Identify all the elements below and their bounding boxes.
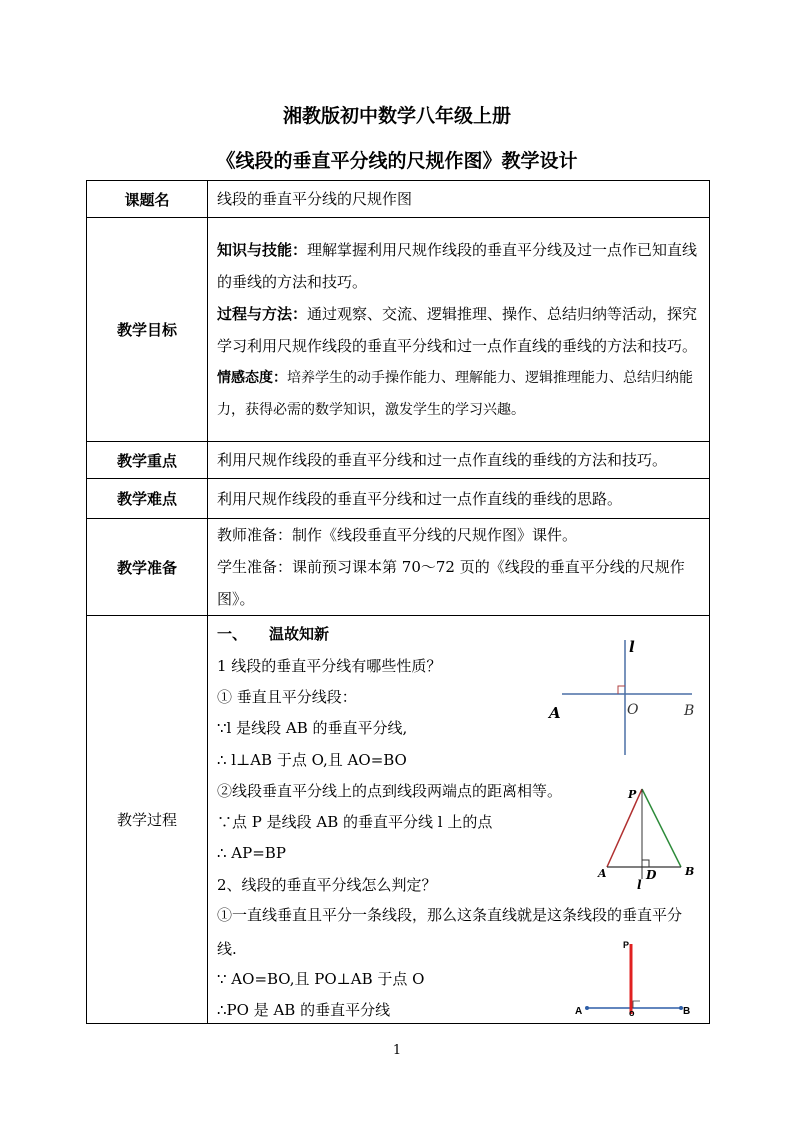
fig2-label-p: P bbox=[628, 788, 637, 801]
label-preparation: 教学准备 bbox=[87, 519, 208, 616]
fig2-label-l: l bbox=[637, 878, 642, 892]
value-goals bbox=[208, 218, 710, 442]
goal-process-label: 过程与方法： bbox=[217, 304, 308, 323]
value-difficulty: 利用尺规作线段的垂直平分线和过一点作直线的垂线的思路。 bbox=[208, 479, 710, 519]
value-preparation bbox=[208, 519, 710, 616]
fig2-label-a: A bbox=[598, 867, 607, 880]
goal-emotion bbox=[217, 362, 701, 426]
lesson-plan-table bbox=[86, 180, 710, 1024]
process-p1: ① 垂直且平分线段： bbox=[217, 688, 357, 706]
fig2-label-d: D bbox=[646, 868, 657, 882]
doc-title-line1: 湘教版初中数学八年级上册 bbox=[282, 105, 511, 127]
process-section-num: 一、 bbox=[217, 625, 248, 643]
fig3-point-a bbox=[585, 1006, 589, 1010]
fig3-label-a: A bbox=[575, 1006, 583, 1017]
fig2-side-ap bbox=[607, 789, 642, 867]
process-j1-therefore: ∴PO 是 AB 的垂直平分线 bbox=[217, 1001, 391, 1019]
figure-triangle-apb bbox=[595, 783, 705, 893]
page-number: 1 bbox=[392, 1043, 402, 1058]
goal-knowledge-text: 理解掌握利用尺规作线段的垂直平分线及过一点作已知直线的垂线的方法和技巧。 bbox=[217, 240, 698, 291]
row-goals bbox=[87, 218, 710, 442]
label-difficulty: 教学难点 bbox=[87, 479, 208, 519]
fig3-right-angle-mark bbox=[633, 1001, 640, 1008]
value-key-point: 利用尺规作线段的垂直平分线和过一点作直线的垂线的方法和技巧。 bbox=[208, 442, 710, 479]
prep-student: 学生准备：课前预习课本第 70～72 页的《线段的垂直平分线的尺规作图》。 bbox=[217, 558, 685, 608]
goal-emotion-text: 培养学生的动手操作能力、理解能力、逻辑推理能力、总结归纳能力，获得必需的数学知识，激发学生的学习兴趣。 bbox=[217, 369, 693, 418]
row-preparation bbox=[87, 519, 710, 616]
fig1-label-a: A bbox=[549, 704, 561, 722]
label-topic: 课题名 bbox=[87, 181, 208, 218]
value-topic: 线段的垂直平分线的尺规作图 bbox=[208, 181, 710, 218]
process-j1-because: ∵ AO=BO,且 PO⊥AB 于点 O bbox=[217, 970, 425, 988]
process-j1: ①一直线垂直且平分一条线段，那么这条直线就是这条线段的垂直平分线. bbox=[217, 906, 683, 958]
prep-teacher: 教师准备：制作《线段垂直平分线的尺规作图》课件。 bbox=[217, 526, 578, 544]
goal-knowledge bbox=[217, 234, 701, 298]
fig3-label-b: B bbox=[683, 1006, 691, 1017]
goal-process bbox=[217, 298, 701, 362]
fig2-right-angle-mark bbox=[642, 860, 649, 867]
row-difficulty bbox=[87, 479, 710, 519]
fig2-side-bp bbox=[642, 789, 681, 867]
fig1-label-l: l bbox=[629, 638, 635, 656]
fig1-label-b: B bbox=[684, 703, 695, 719]
fig3-label-o: o bbox=[629, 1008, 635, 1018]
fig2-label-b: B bbox=[685, 865, 695, 878]
fig1-label-o: O bbox=[627, 702, 639, 718]
process-p1-therefore: ∴ l⊥AB 于点 O,且 AO=BO bbox=[217, 751, 407, 769]
label-key-point: 教学重点 bbox=[87, 442, 208, 479]
goal-knowledge-label: 知识与技能： bbox=[217, 240, 308, 259]
figure-po-perpendicular bbox=[570, 938, 700, 1023]
fig3-label-p: P bbox=[623, 940, 630, 950]
goal-emotion-label: 情感态度： bbox=[217, 369, 287, 386]
row-topic bbox=[87, 181, 710, 218]
process-p1-because: ∵l 是线段 AB 的垂直平分线, bbox=[217, 719, 408, 737]
process-p2-because: ∵点 P 是线段 AB 的垂直平分线 l 上的点 bbox=[217, 813, 493, 831]
process-q2: 2、线段的垂直平分线怎么判定？ bbox=[217, 876, 437, 894]
process-p2: ②线段垂直平分线上的点到线段两端点的距离相等。 bbox=[217, 782, 563, 800]
process-q1: 1 线段的垂直平分线有哪些性质？ bbox=[217, 657, 442, 675]
label-goals: 教学目标 bbox=[87, 218, 208, 442]
process-p2-therefore: ∴ AP=BP bbox=[217, 844, 286, 862]
label-process: 教学过程 bbox=[87, 616, 208, 1024]
fig1-right-angle-mark bbox=[618, 686, 625, 694]
doc-title-line2: 《线段的垂直平分线的尺规作图》教学设计 bbox=[216, 150, 578, 172]
goal-process-text: 通过观察、交流、逻辑推理、操作、总结归纳等活动，探究学习利用尺规作线段的垂直平分线和过一点作直线的垂线的方法和技巧。 bbox=[217, 304, 698, 355]
figure-perpendicular-bisector bbox=[545, 638, 705, 758]
row-key-point bbox=[87, 442, 710, 479]
process-section-title: 温故知新 bbox=[269, 625, 330, 643]
